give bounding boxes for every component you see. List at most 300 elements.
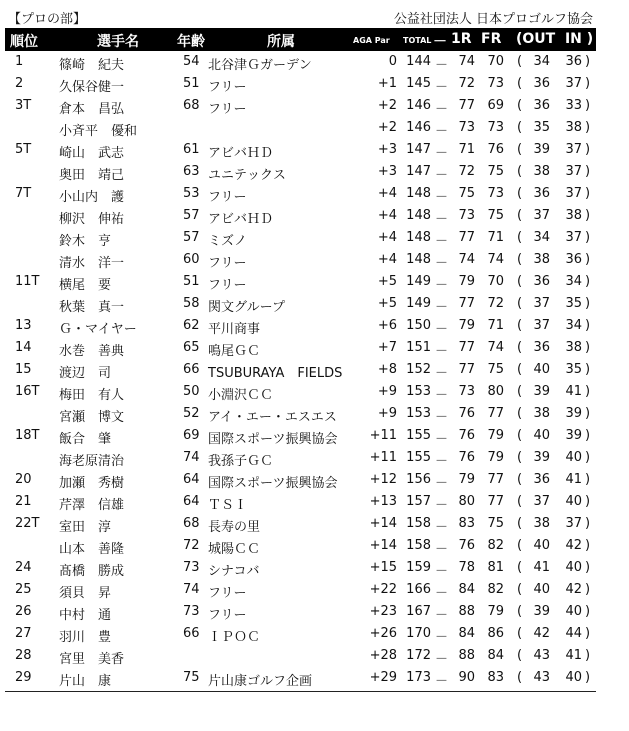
open-paren: ( bbox=[517, 296, 523, 311]
total-cell: 151 bbox=[406, 340, 431, 355]
table-row bbox=[5, 161, 596, 183]
par-cell: +11 bbox=[369, 428, 397, 443]
total-cell: 149 bbox=[406, 274, 431, 289]
table-row bbox=[5, 51, 596, 73]
final-round-cell: 79 bbox=[487, 428, 504, 443]
dash-separator: － bbox=[435, 564, 449, 579]
affiliation-cell: 北谷津Ｇガーデン bbox=[208, 58, 312, 73]
player-name-cell: 羽川 豊 bbox=[59, 630, 112, 645]
total-cell: 145 bbox=[406, 76, 431, 91]
close-paren: ) bbox=[585, 318, 591, 333]
par-cell: +15 bbox=[369, 560, 397, 575]
player-name-cell: 水巻 善典 bbox=[59, 344, 125, 359]
par-cell: +6 bbox=[377, 318, 397, 333]
round1-cell: 84 bbox=[458, 626, 475, 641]
table-row bbox=[5, 557, 596, 579]
in-cell: 39 bbox=[565, 428, 582, 443]
par-cell: +5 bbox=[377, 274, 397, 289]
par-cell: +5 bbox=[377, 296, 397, 311]
dash-separator: － bbox=[435, 366, 449, 381]
player-name-cell: 小斉平 優和 bbox=[59, 124, 138, 139]
dash-separator: － bbox=[435, 256, 449, 271]
dash-separator: － bbox=[435, 300, 449, 315]
total-cell: 159 bbox=[406, 560, 431, 575]
in-cell: 37 bbox=[565, 186, 582, 201]
total-cell: 158 bbox=[406, 516, 431, 531]
player-name-cell: 加瀬 秀樹 bbox=[59, 476, 125, 491]
table-row bbox=[5, 469, 596, 491]
round1-cell: 73 bbox=[458, 120, 475, 135]
close-paren: ) bbox=[585, 494, 591, 509]
in-cell: 37 bbox=[565, 164, 582, 179]
out-cell: 43 bbox=[533, 670, 550, 685]
col-par: AGA Par bbox=[353, 36, 390, 45]
player-name-cell: 芹澤 信雄 bbox=[59, 498, 125, 513]
total-cell: 146 bbox=[406, 98, 431, 113]
round1-cell: 72 bbox=[458, 76, 475, 91]
affiliation-cell: ＴＳＩ bbox=[208, 498, 248, 513]
in-cell: 35 bbox=[565, 362, 582, 377]
age-cell: 74 bbox=[183, 582, 200, 597]
table-row bbox=[5, 447, 596, 469]
out-cell: 40 bbox=[533, 582, 550, 597]
round1-cell: 79 bbox=[458, 472, 475, 487]
total-cell: 146 bbox=[406, 120, 431, 135]
affiliation-cell: 長寿の里 bbox=[208, 520, 261, 535]
par-cell: +4 bbox=[377, 252, 397, 267]
out-cell: 34 bbox=[533, 54, 550, 69]
dash-separator: － bbox=[435, 322, 449, 337]
age-cell: 61 bbox=[183, 142, 200, 157]
affiliation-cell: 国際スポーツ振興協会 bbox=[208, 476, 338, 491]
table-row bbox=[5, 205, 596, 227]
age-cell: 74 bbox=[183, 450, 200, 465]
position-cell: 18T bbox=[15, 428, 40, 443]
table-row bbox=[5, 535, 596, 557]
out-cell: 43 bbox=[533, 648, 550, 663]
close-paren: ) bbox=[585, 142, 591, 157]
position-cell: 21 bbox=[15, 494, 32, 509]
player-name-cell: 鈴木 亨 bbox=[59, 234, 112, 249]
table-row bbox=[5, 381, 596, 403]
dash-separator: － bbox=[435, 432, 449, 447]
position-cell: 2 bbox=[15, 76, 24, 91]
open-paren: ( bbox=[517, 428, 523, 443]
affiliation-cell: 関文グループ bbox=[208, 300, 285, 315]
out-cell: 40 bbox=[533, 362, 550, 377]
dash-separator: － bbox=[435, 476, 449, 491]
round1-cell: 77 bbox=[458, 362, 475, 377]
affiliation-cell: TSUBURAYA FIELDS bbox=[208, 366, 343, 381]
par-cell: +2 bbox=[377, 120, 397, 135]
affiliation-cell: アビバＨＤ bbox=[208, 212, 274, 227]
player-name-cell: 久保谷健一 bbox=[59, 80, 125, 95]
table-row bbox=[5, 623, 596, 645]
results-table bbox=[5, 28, 596, 692]
position-cell: 11T bbox=[15, 274, 40, 289]
par-cell: +1 bbox=[377, 76, 397, 91]
dash-separator: － bbox=[435, 586, 449, 601]
col-final-round: FR bbox=[481, 31, 502, 47]
table-row bbox=[5, 73, 596, 95]
open-paren: ( bbox=[517, 626, 523, 641]
player-name-cell: 室田 淳 bbox=[59, 520, 112, 535]
table-row bbox=[5, 117, 596, 139]
open-paren: ( bbox=[517, 516, 523, 531]
final-round-cell: 81 bbox=[487, 560, 504, 575]
round1-cell: 76 bbox=[458, 450, 475, 465]
open-paren: ( bbox=[517, 450, 523, 465]
par-cell: +3 bbox=[377, 142, 397, 157]
par-cell: 0 bbox=[388, 54, 397, 69]
total-cell: 167 bbox=[406, 604, 431, 619]
position-cell: 14 bbox=[15, 340, 32, 355]
close-paren: ) bbox=[585, 670, 591, 685]
col-affiliation: 所属 bbox=[267, 34, 295, 50]
round1-cell: 75 bbox=[458, 186, 475, 201]
final-round-cell: 70 bbox=[487, 54, 504, 69]
round1-cell: 77 bbox=[458, 340, 475, 355]
final-round-cell: 72 bbox=[487, 296, 504, 311]
col-round1: 1R bbox=[451, 31, 472, 47]
out-cell: 41 bbox=[533, 560, 550, 575]
col-position: 順位 bbox=[10, 34, 38, 50]
out-cell: 38 bbox=[533, 406, 550, 421]
final-round-cell: 75 bbox=[487, 164, 504, 179]
final-round-cell: 86 bbox=[487, 626, 504, 641]
par-cell: +23 bbox=[369, 604, 397, 619]
age-cell: 68 bbox=[183, 98, 200, 113]
age-cell: 60 bbox=[183, 252, 200, 267]
dash-separator: － bbox=[435, 630, 449, 645]
dash-separator: － bbox=[435, 190, 449, 205]
player-name-cell: 秋葉 真一 bbox=[59, 300, 125, 315]
par-cell: +11 bbox=[369, 450, 397, 465]
position-cell: 28 bbox=[15, 648, 32, 663]
par-cell: +9 bbox=[377, 406, 397, 421]
open-paren: ( bbox=[517, 186, 523, 201]
round1-cell: 77 bbox=[458, 98, 475, 113]
age-cell: 57 bbox=[183, 208, 200, 223]
open-paren: ( bbox=[517, 406, 523, 421]
final-round-cell: 75 bbox=[487, 208, 504, 223]
affiliation-cell: アイ・エー・エスエス bbox=[208, 410, 337, 425]
final-round-cell: 79 bbox=[487, 450, 504, 465]
position-cell: 1 bbox=[15, 54, 24, 69]
in-cell: 41 bbox=[565, 648, 582, 663]
open-paren: ( bbox=[517, 120, 523, 135]
in-cell: 33 bbox=[565, 98, 582, 113]
final-round-cell: 79 bbox=[487, 604, 504, 619]
player-name-cell: 片山 康 bbox=[59, 674, 112, 689]
col-total: TOTAL bbox=[403, 36, 432, 45]
player-name-cell: 宮瀬 博文 bbox=[59, 410, 125, 425]
total-cell: 166 bbox=[406, 582, 431, 597]
out-cell: 34 bbox=[533, 230, 550, 245]
round1-cell: 72 bbox=[458, 164, 475, 179]
in-cell: 40 bbox=[565, 494, 582, 509]
close-paren: ) bbox=[585, 582, 591, 597]
age-cell: 62 bbox=[183, 318, 200, 333]
age-cell: 63 bbox=[183, 164, 200, 179]
age-cell: 73 bbox=[183, 604, 200, 619]
player-name-cell: 海老原清治 bbox=[59, 454, 125, 469]
table-row bbox=[5, 315, 596, 337]
close-paren: ) bbox=[585, 560, 591, 575]
player-name-cell: 柳沢 伸祐 bbox=[59, 212, 125, 227]
age-cell: 54 bbox=[183, 54, 200, 69]
in-cell: 42 bbox=[565, 582, 582, 597]
in-cell: 37 bbox=[565, 230, 582, 245]
in-cell: 39 bbox=[565, 406, 582, 421]
out-cell: 39 bbox=[533, 384, 550, 399]
open-paren: ( bbox=[517, 582, 523, 597]
dash-separator: － bbox=[435, 168, 449, 183]
total-cell: 150 bbox=[406, 318, 431, 333]
final-round-cell: 84 bbox=[487, 648, 504, 663]
player-name-cell: 小山内 護 bbox=[59, 190, 125, 205]
age-cell: 50 bbox=[183, 384, 200, 399]
total-cell: 147 bbox=[406, 164, 431, 179]
player-name-cell: 篠崎 紀夫 bbox=[59, 58, 125, 73]
out-cell: 39 bbox=[533, 142, 550, 157]
organization-name: 公益社団法人 日本プロゴルフ協会 bbox=[393, 12, 593, 27]
close-paren: ) bbox=[585, 428, 591, 443]
in-cell: 37 bbox=[565, 142, 582, 157]
out-cell: 40 bbox=[533, 538, 550, 553]
out-cell: 38 bbox=[533, 252, 550, 267]
table-row bbox=[5, 249, 596, 271]
round1-cell: 83 bbox=[458, 516, 475, 531]
affiliation-cell: 片山康ゴルフ企画 bbox=[208, 674, 313, 689]
position-cell: 13 bbox=[15, 318, 32, 333]
open-paren: ( bbox=[517, 164, 523, 179]
par-cell: +2 bbox=[377, 98, 397, 113]
player-name-cell: 清水 洋一 bbox=[59, 256, 125, 271]
affiliation-cell: 我孫子ＧＣ bbox=[208, 454, 274, 469]
par-cell: +22 bbox=[369, 582, 397, 597]
age-cell: 72 bbox=[183, 538, 200, 553]
position-cell: 24 bbox=[15, 560, 32, 575]
round1-cell: 76 bbox=[458, 406, 475, 421]
final-round-cell: 83 bbox=[487, 670, 504, 685]
col-out-in: (OUT IN ) bbox=[516, 31, 594, 47]
open-paren: ( bbox=[517, 670, 523, 685]
out-cell: 36 bbox=[533, 274, 550, 289]
position-cell: 3T bbox=[15, 98, 32, 113]
age-cell: 51 bbox=[183, 274, 200, 289]
affiliation-cell: フリー bbox=[208, 80, 247, 95]
position-cell: 26 bbox=[15, 604, 32, 619]
affiliation-cell: アビバＨＤ bbox=[208, 146, 274, 161]
table-row bbox=[5, 95, 596, 117]
open-paren: ( bbox=[517, 274, 523, 289]
table-row bbox=[5, 227, 596, 249]
final-round-cell: 75 bbox=[487, 362, 504, 377]
table-body bbox=[5, 51, 596, 689]
in-cell: 42 bbox=[565, 538, 582, 553]
position-cell: 20 bbox=[15, 472, 32, 487]
open-paren: ( bbox=[517, 318, 523, 333]
close-paren: ) bbox=[585, 626, 591, 641]
close-paren: ) bbox=[585, 274, 591, 289]
close-paren: ) bbox=[585, 54, 591, 69]
player-name-cell: Ｇ・マイヤー bbox=[59, 322, 137, 337]
close-paren: ) bbox=[585, 296, 591, 311]
out-cell: 39 bbox=[533, 604, 550, 619]
table-header bbox=[5, 28, 596, 51]
round1-cell: 88 bbox=[458, 604, 475, 619]
total-cell: 153 bbox=[406, 406, 431, 421]
final-round-cell: 77 bbox=[487, 472, 504, 487]
table-row bbox=[5, 601, 596, 623]
affiliation-cell: シナコバ bbox=[208, 564, 260, 579]
position-cell: 27 bbox=[15, 626, 32, 641]
round1-cell: 84 bbox=[458, 582, 475, 597]
in-cell: 41 bbox=[565, 472, 582, 487]
out-cell: 36 bbox=[533, 98, 550, 113]
dash-separator: － bbox=[435, 344, 449, 359]
open-paren: ( bbox=[517, 54, 523, 69]
final-round-cell: 77 bbox=[487, 494, 504, 509]
affiliation-cell: ＩＰＯＣ bbox=[208, 630, 261, 645]
affiliation-cell: フリー bbox=[208, 102, 247, 117]
round1-cell: 71 bbox=[458, 142, 475, 157]
out-cell: 40 bbox=[533, 428, 550, 443]
par-cell: +9 bbox=[377, 384, 397, 399]
in-cell: 34 bbox=[565, 318, 582, 333]
age-cell: 51 bbox=[183, 76, 200, 91]
total-cell: 157 bbox=[406, 494, 431, 509]
affiliation-cell: 平川商事 bbox=[208, 322, 261, 337]
page-header bbox=[8, 8, 593, 26]
par-cell: +12 bbox=[369, 472, 397, 487]
final-round-cell: 82 bbox=[487, 538, 504, 553]
par-cell: +8 bbox=[377, 362, 397, 377]
open-paren: ( bbox=[517, 384, 523, 399]
out-cell: 39 bbox=[533, 450, 550, 465]
table-row bbox=[5, 183, 596, 205]
out-cell: 37 bbox=[533, 208, 550, 223]
age-cell: 58 bbox=[183, 296, 200, 311]
final-round-cell: 76 bbox=[487, 142, 504, 157]
in-cell: 38 bbox=[565, 208, 582, 223]
total-cell: 173 bbox=[406, 670, 431, 685]
open-paren: ( bbox=[517, 76, 523, 91]
in-cell: 38 bbox=[565, 340, 582, 355]
position-cell: 7T bbox=[15, 186, 32, 201]
table-row bbox=[5, 425, 596, 447]
final-round-cell: 80 bbox=[487, 384, 504, 399]
par-cell: +4 bbox=[377, 230, 397, 245]
final-round-cell: 74 bbox=[487, 252, 504, 267]
age-cell: 64 bbox=[183, 472, 200, 487]
total-cell: 148 bbox=[406, 252, 431, 267]
position-cell: 29 bbox=[15, 670, 32, 685]
age-cell: 69 bbox=[183, 428, 200, 443]
dash-separator: － bbox=[435, 520, 449, 535]
round1-cell: 80 bbox=[458, 494, 475, 509]
close-paren: ) bbox=[585, 538, 591, 553]
table-row bbox=[5, 667, 596, 689]
par-cell: +4 bbox=[377, 186, 397, 201]
round1-cell: 90 bbox=[458, 670, 475, 685]
age-cell: 52 bbox=[183, 406, 200, 421]
dash-separator: － bbox=[435, 652, 449, 667]
par-cell: +29 bbox=[369, 670, 397, 685]
round1-cell: 78 bbox=[458, 560, 475, 575]
round1-cell: 77 bbox=[458, 296, 475, 311]
player-name-cell: 山本 善隆 bbox=[59, 542, 125, 557]
close-paren: ) bbox=[585, 120, 591, 135]
age-cell: 65 bbox=[183, 340, 200, 355]
dash-separator: － bbox=[435, 212, 449, 227]
round1-cell: 79 bbox=[458, 274, 475, 289]
round1-cell: 73 bbox=[458, 384, 475, 399]
total-cell: 149 bbox=[406, 296, 431, 311]
age-cell: 75 bbox=[183, 670, 200, 685]
par-cell: +28 bbox=[369, 648, 397, 663]
out-cell: 36 bbox=[533, 186, 550, 201]
out-cell: 36 bbox=[533, 340, 550, 355]
close-paren: ) bbox=[585, 76, 591, 91]
final-round-cell: 73 bbox=[487, 186, 504, 201]
age-cell: 66 bbox=[183, 626, 200, 641]
player-name-cell: 髙橋 勝成 bbox=[59, 564, 125, 579]
table-row bbox=[5, 293, 596, 315]
col-dash: － bbox=[433, 34, 447, 50]
dash-separator: － bbox=[435, 454, 449, 469]
open-paren: ( bbox=[517, 538, 523, 553]
affiliation-cell: 国際スポーツ振興協会 bbox=[208, 432, 338, 447]
in-cell: 36 bbox=[565, 54, 582, 69]
dash-separator: － bbox=[435, 674, 449, 689]
dash-separator: － bbox=[435, 410, 449, 425]
in-cell: 38 bbox=[565, 120, 582, 135]
position-cell: 15 bbox=[15, 362, 32, 377]
age-cell: 57 bbox=[183, 230, 200, 245]
total-cell: 156 bbox=[406, 472, 431, 487]
total-cell: 153 bbox=[406, 384, 431, 399]
out-cell: 37 bbox=[533, 296, 550, 311]
open-paren: ( bbox=[517, 98, 523, 113]
table-row bbox=[5, 139, 596, 161]
par-cell: +14 bbox=[369, 516, 397, 531]
final-round-cell: 70 bbox=[487, 274, 504, 289]
par-cell: +3 bbox=[377, 164, 397, 179]
close-paren: ) bbox=[585, 450, 591, 465]
section-title: 【プロの部】 bbox=[8, 12, 87, 27]
close-paren: ) bbox=[585, 98, 591, 113]
in-cell: 37 bbox=[565, 516, 582, 531]
open-paren: ( bbox=[517, 208, 523, 223]
age-cell: 66 bbox=[183, 362, 200, 377]
total-cell: 148 bbox=[406, 230, 431, 245]
total-cell: 148 bbox=[406, 208, 431, 223]
position-cell: 22T bbox=[15, 516, 40, 531]
in-cell: 40 bbox=[565, 670, 582, 685]
open-paren: ( bbox=[517, 472, 523, 487]
col-player-name: 選手名 bbox=[97, 34, 139, 50]
final-round-cell: 71 bbox=[487, 318, 504, 333]
in-cell: 34 bbox=[565, 274, 582, 289]
final-round-cell: 77 bbox=[487, 406, 504, 421]
round1-cell: 74 bbox=[458, 54, 475, 69]
table-row bbox=[5, 403, 596, 425]
out-cell: 37 bbox=[533, 318, 550, 333]
open-paren: ( bbox=[517, 648, 523, 663]
close-paren: ) bbox=[585, 230, 591, 245]
